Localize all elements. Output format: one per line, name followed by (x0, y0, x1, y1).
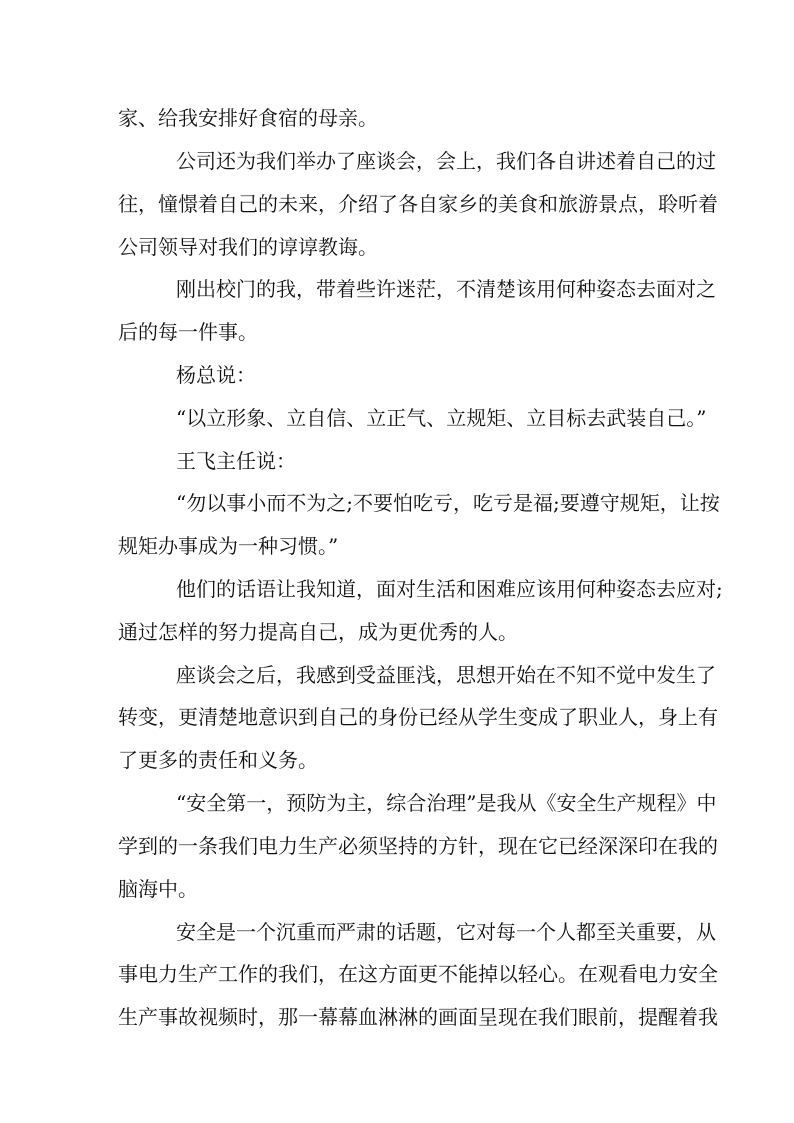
text-line: 后的每一件事。 (118, 320, 258, 344)
text-line: 安全是一个沉重而严肃的话题，它对每一个人都至关重要，从 (176, 920, 716, 944)
text-line: 学到的一条我们电力生产必须坚持的方针，现在它已经深深印在我的 (118, 834, 718, 858)
text-line: 了更多的责任和义务。 (118, 748, 318, 772)
text-line: 转变，更清楚地意识到自己的身份已经从学生变成了职业人，身上有 (118, 705, 718, 729)
text-line: 往，憧憬着自己的未来，介绍了各自家乡的美食和旅游景点，聆听着 (118, 192, 718, 216)
text-line: 脑海中。 (118, 877, 198, 901)
text-line: 事电力生产工作的我们，在这方面更不能掉以轻心。在观看电力安全 (118, 962, 718, 986)
text-line: 公司还为我们举办了座谈会，会上，我们各自讲述着自己的过 (176, 149, 716, 173)
text-line: “安全第一，预防为主，综合治理”是我从《安全生产规程》中 (176, 791, 717, 815)
text-line: 家、给我安排好食宿的母亲。 (118, 106, 378, 130)
text-line: 王飞主任说： (176, 449, 296, 473)
text-line: 规矩办事成为一种习惯。” (118, 534, 339, 558)
text-line: 公司领导对我们的谆谆教诲。 (118, 235, 378, 259)
text-line: 座谈会之后，我感到受益匪浅，思想开始在不知不觉中发生了 (176, 663, 716, 687)
text-line: 通过怎样的努力提高自己，成为更优秀的人。 (118, 620, 518, 644)
text-line: “勿以事小而不为之;不要怕吃亏，吃亏是福;要遵守规矩，让按 (176, 491, 720, 515)
text-line: 他们的话语让我知道，面对生活和困难应该用何种姿态去应对; (176, 577, 723, 601)
text-line: 杨总说： (176, 363, 256, 387)
text-line: 生产事故视频时，那一幕幕血淋淋的画面呈现在我们眼前，提醒着我 (118, 1005, 718, 1029)
text-line: 刚出校门的我，带着些许迷茫，不清楚该用何种姿态去面对之 (176, 277, 716, 301)
text-line: “以立形象、立自信、立正气、立规矩、立目标去武装自己。” (176, 406, 707, 430)
